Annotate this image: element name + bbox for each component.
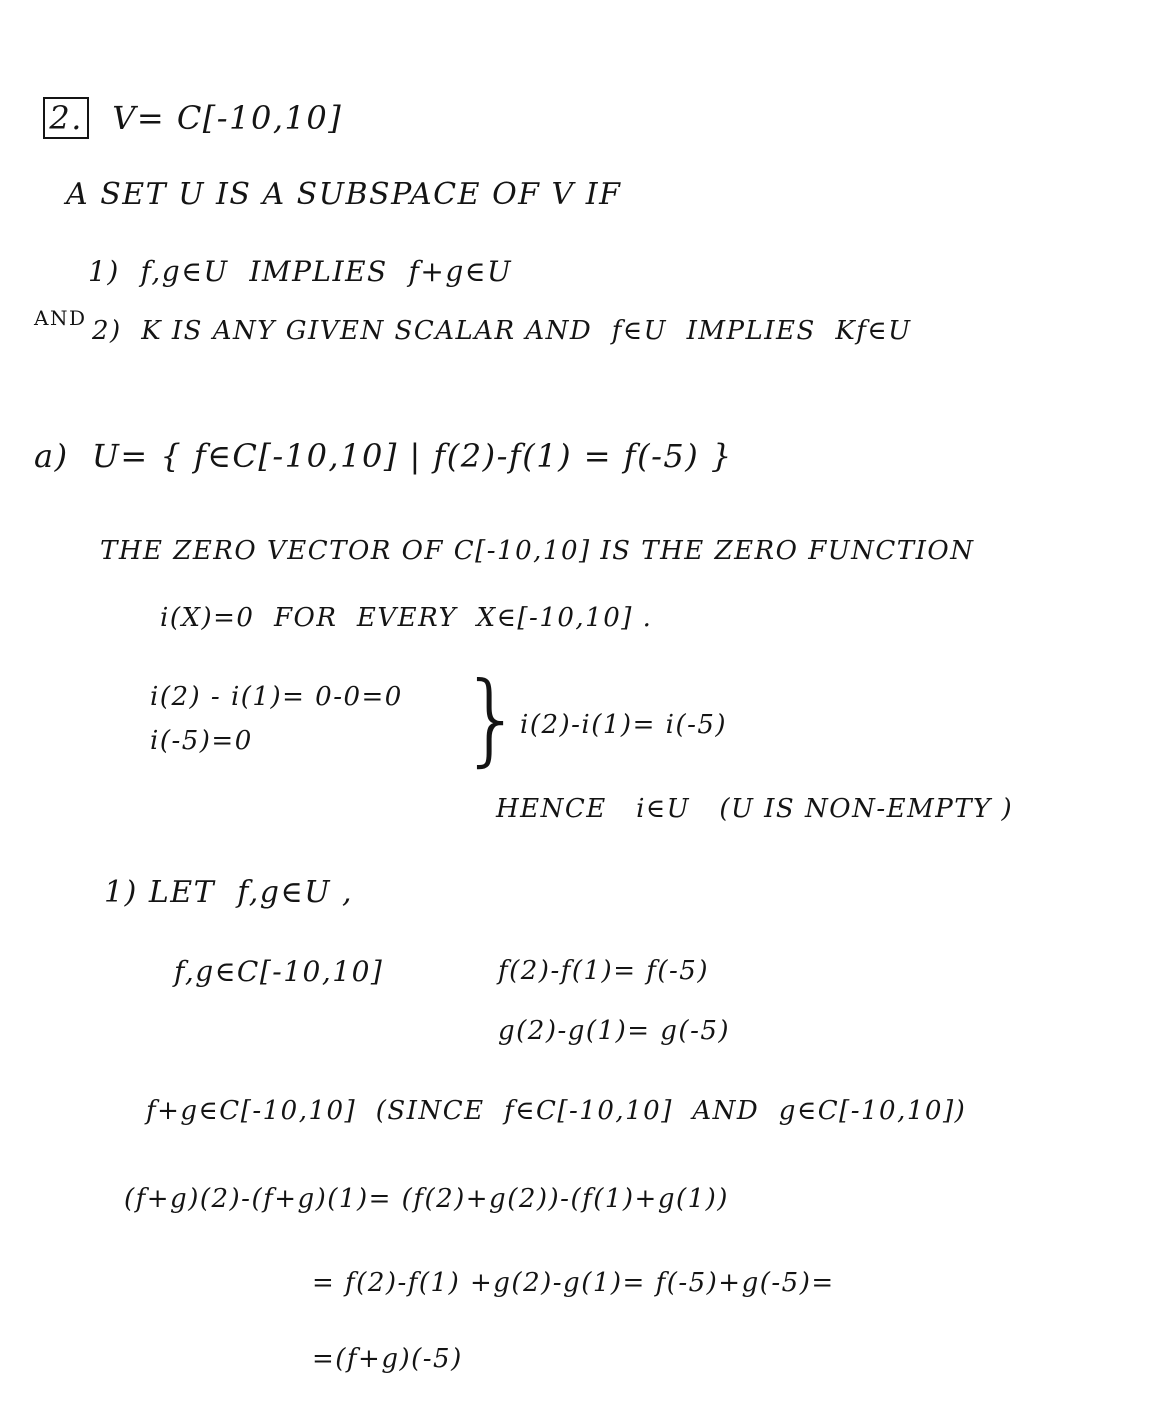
- hence-statement: HENCE i∈U (U IS NON-EMPTY ): [496, 794, 1014, 824]
- curly-brace: }: [460, 660, 524, 777]
- definition-intro: A SET U IS A SUBSPACE OF V IF: [66, 177, 622, 212]
- g-relation: g(2)-g(1)= g(-5): [498, 1016, 731, 1046]
- zero-calc-2: i(-5)=0: [150, 726, 253, 756]
- problem-number: 2.: [43, 97, 89, 139]
- space-definition: V= C[-10,10]: [112, 99, 343, 137]
- set-definition: a) U= { f∈C[-10,10] | f(2)-f(1) = f(-5) }: [34, 437, 733, 475]
- zero-calc-1: i(2) - i(1)= 0-0=0: [150, 682, 403, 712]
- step1-let: 1) LET f,g∈U ,: [104, 875, 354, 910]
- sum-equation-2: = f(2)-f(1) +g(2)-g(1)= f(-5)+g(-5)=: [312, 1268, 835, 1298]
- problem-header: [20, 70, 343, 137]
- and-label: AND: [34, 306, 87, 330]
- sum-membership: f+g∈C[-10,10] (SINCE f∈C[-10,10] AND g∈C[-10,10]): [146, 1096, 967, 1126]
- zero-vector-text-2: i(X)=0 FOR EVERY X∈[-10,10] .: [160, 603, 653, 633]
- zero-vector-text-1: THE ZERO VECTOR OF C[-10,10] IS THE ZERO FUNCTION: [100, 536, 975, 566]
- sum-equation-3: =(f+g)(-5): [312, 1344, 463, 1374]
- zero-conclusion-equation: i(2)-i(1)= i(-5): [520, 710, 728, 740]
- condition-2: 2) K IS ANY GIVEN SCALAR AND f∈U IMPLIES Kf∈U: [92, 316, 912, 346]
- step1-members: f,g∈C[-10,10]: [174, 955, 384, 988]
- f-relation: f(2)-f(1)= f(-5): [498, 956, 709, 986]
- sum-equation-1: (f+g)(2)-(f+g)(1)= (f(2)+g(2))-(f(1)+g(1)): [124, 1184, 729, 1214]
- condition-1: 1) f,g∈U IMPLIES f+g∈U: [88, 255, 513, 288]
